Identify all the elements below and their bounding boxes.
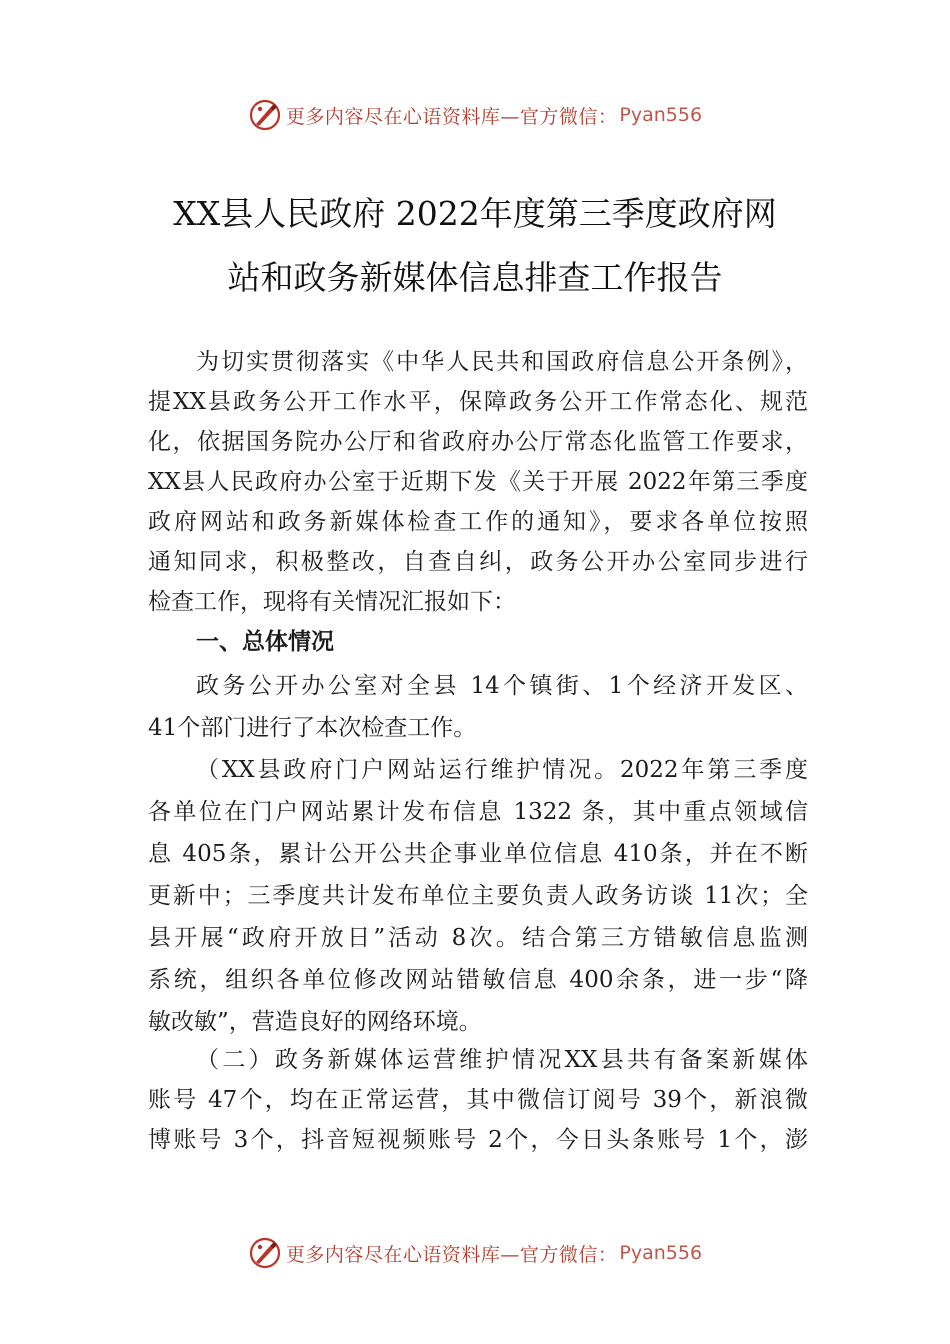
watermark-text: 更多内容尽在心语资料库—官方微信： bbox=[285, 105, 618, 128]
section-heading: 一、总体情况 bbox=[196, 629, 334, 655]
paragraph-line: XX县人民政府办公室于近期下发《关于开展 2022年第三季度 bbox=[148, 469, 808, 495]
paragraph-line: 政务公开办公室对全县 14个镇街、1个经济开发区、 bbox=[196, 673, 808, 699]
paragraph-line: 检查工作，现将有关情况汇报如下： bbox=[148, 589, 516, 615]
watermark-banner-top bbox=[0, 95, 950, 135]
paragraph-line: 系统，组织各单位修改网站错敏信息 400余条，进一步“降 bbox=[148, 967, 808, 993]
paragraph-line: 各单位在门户网站累计发布信息 1322 条，其中重点领域信 bbox=[148, 799, 808, 825]
paragraph-line: 通知同求，积极整改，自查自纠，政务公开办公室同步进行 bbox=[148, 549, 808, 575]
paragraph-line: （XX县政府门户网站运行维护情况。2022年第三季度 bbox=[196, 757, 808, 783]
paragraph-line: 县开展“政府开放日”活动 8次。结合第三方错敏信息监测 bbox=[148, 925, 808, 951]
paragraph-line: 政府网站和政务新媒体检查工作的通知》，要求各单位按照 bbox=[148, 509, 808, 535]
watermark-wechat-id: Pyan556 bbox=[619, 104, 703, 126]
paragraph-line: （二）政务新媒体运营维护情况XX县共有备案新媒体 bbox=[196, 1047, 808, 1073]
paragraph-line: 更新中；三季度共计发布单位主要负责人政务访谈 11次；全 bbox=[148, 883, 808, 909]
paragraph-line: 为切实贯彻落实《中华人民共和国政府信息公开条例》， bbox=[196, 349, 808, 375]
paragraph-line: 账号 47个，均在正常运营，其中微信订阅号 39个，新浪微 bbox=[148, 1087, 808, 1113]
paragraph-line: 41个部门进行了本次检查工作。 bbox=[148, 715, 477, 741]
paragraph-line: 博账号 3个，抖音短视频账号 2个，今日头条账号 1个，澎 bbox=[148, 1127, 808, 1153]
watermark-text: 更多内容尽在心语资料库—官方微信： bbox=[285, 1243, 618, 1266]
paragraph-line: 化，依据国务院办公厅和省政府办公厅常态化监管工作要求， bbox=[148, 429, 808, 455]
watermark-wechat-id: Pyan556 bbox=[619, 1242, 703, 1264]
watermark-banner-bottom bbox=[0, 1233, 950, 1273]
paragraph-line: 息 405条，累计公开公共企事业单位信息 410条，并在不断 bbox=[148, 841, 808, 867]
document-title-line-2: 站和政务新媒体信息排查工作报告 bbox=[227, 258, 723, 297]
paragraph-line: 提XX县政务公开工作水平，保障政务公开工作常态化、规范 bbox=[148, 389, 808, 415]
document-title-line-1: XX县人民政府 2022年度第三季度政府网 bbox=[173, 194, 777, 233]
pen-logo-icon bbox=[248, 98, 282, 132]
pen-logo-icon bbox=[248, 1236, 282, 1270]
paragraph-line: 敏改敏”，营造良好的网络环境。 bbox=[148, 1009, 482, 1035]
